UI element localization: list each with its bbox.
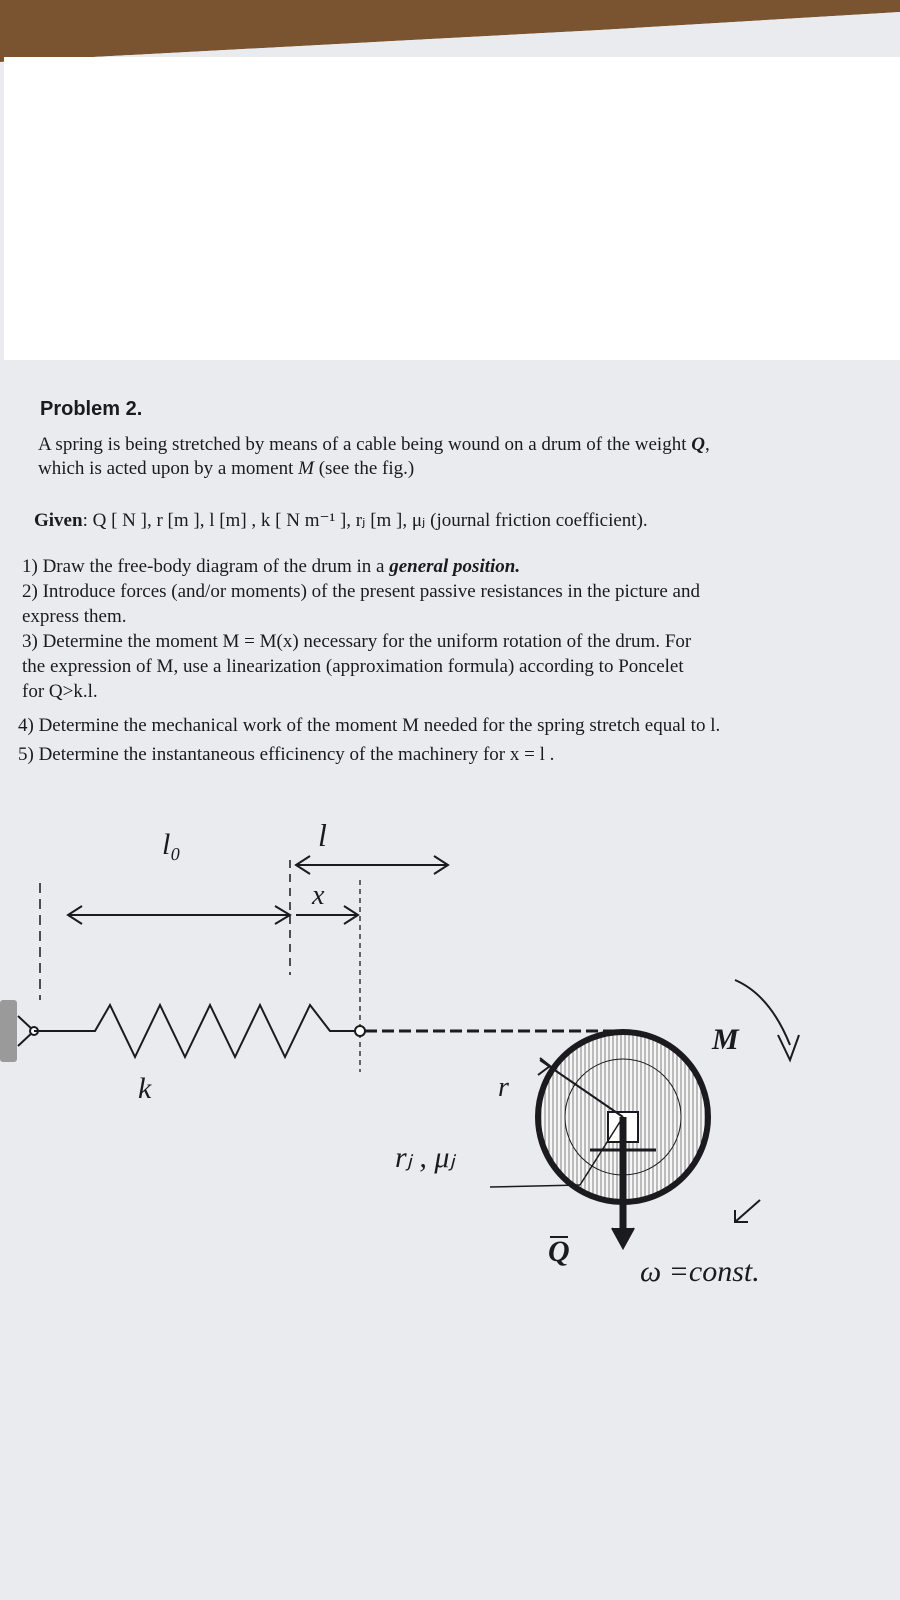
task-2-cont: express them. xyxy=(22,606,127,627)
task-4: 4) Determine the mechanical work of the moment M needed for the spring stretch equal to l. xyxy=(18,715,721,736)
label-journal: rⱼ , μⱼ xyxy=(395,1141,455,1174)
moment-symbol: M xyxy=(298,458,314,479)
intro-line-1-text: A spring is being stretched by means of a cable being wound on a drum of the weight xyxy=(38,434,692,455)
label-r: r xyxy=(498,1072,509,1103)
intro-line-1 xyxy=(38,434,710,456)
task-1 xyxy=(22,556,520,578)
white-cover-block xyxy=(4,57,900,360)
given-text: : Q [ N ], r [m ], l [m] , k [ N m⁻¹ ], rⱼ [m ], μⱼ (journal friction coefficient). xyxy=(82,510,648,531)
intro-line-2-end: (see the fig.) xyxy=(313,458,415,479)
intro-line-1-end: , xyxy=(704,434,710,455)
spring-end-joint xyxy=(355,1026,365,1036)
given-line xyxy=(34,509,648,532)
task-3-cont-2: for Q>k.l. xyxy=(22,681,98,702)
wall-support xyxy=(0,1000,17,1062)
given-label: Given xyxy=(34,510,83,531)
task-2: 2) Introduce forces (and/or moments) of the present passive resistances in the picture and xyxy=(22,581,700,602)
label-moment: M xyxy=(712,1023,739,1056)
task-3: 3) Determine the moment M = M(x) necessary for the uniform rotation of the drum. For xyxy=(22,631,692,652)
problem-title: Problem 2. xyxy=(40,398,143,420)
task-1-emphasis: general position. xyxy=(389,556,521,577)
label-k: k xyxy=(138,1072,152,1105)
label-l0: l₀ xyxy=(162,828,181,861)
label-weight: Q xyxy=(548,1235,570,1268)
label-l: l xyxy=(318,817,327,853)
intro-line-2 xyxy=(38,458,414,480)
label-omega: ω =const. xyxy=(640,1255,760,1288)
intro-line-2-text: which is acted upon by a moment xyxy=(38,458,299,479)
weight-symbol: Q xyxy=(691,434,705,455)
label-x: x xyxy=(312,880,325,911)
task-5: 5) Determine the instantaneous efficinency of the machinery for x = l . xyxy=(18,744,555,765)
task-3-cont: the expression of M, use a linearization (approximation formula) according to Poncelet xyxy=(22,656,684,677)
task-1-text: 1) Draw the free-body diagram of the drum in a xyxy=(22,556,390,577)
